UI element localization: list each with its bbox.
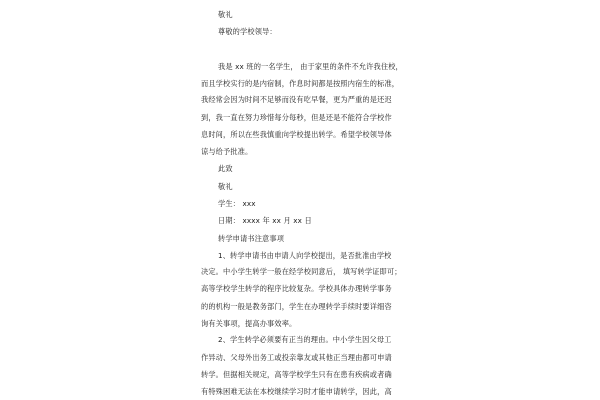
doc-line-3: 我是 xx 班的一名学生， 由于家里的条件不允许我住校，: [218, 61, 403, 71]
doc-line-18: 询有关事项，提高办事效率。: [201, 318, 297, 328]
doc-line-8: 谅与给予批准。: [201, 147, 253, 157]
doc-line-17: 的的机构一般是教务部门，学生在办理转学手续时要详细咨: [201, 301, 392, 311]
doc-line-7: 息时间，所以在些我慎重向学校提出转学。希望学校领导体: [201, 129, 392, 139]
doc-line-5: 我经常会因为时间不足够而没有吃早餐，更为严重的是还迟: [201, 95, 392, 105]
doc-line-20: 作异动、父母外出务工或投亲靠友或其他正当理由都可申请: [201, 352, 392, 362]
doc-line-21: 转学。但据相关规定，高等学校学生只有在患有疾病或者确: [201, 369, 392, 379]
doc-line-10: 敬礼: [218, 181, 233, 191]
doc-line-14: 1、转学申请书由申请人向学校提出，是否批准由学校: [218, 250, 392, 260]
doc-line-22: 有特殊困难无法在本校继续学习时才能申请转学，因此，高: [201, 387, 392, 396]
doc-line-1: 敬礼: [218, 10, 233, 19]
doc-line-13: 转学申请书注意事项: [218, 233, 285, 243]
doc-line-15: 决定。中小学生转学一般在经学校同意后， 填写转学证即可；: [201, 267, 402, 277]
doc-line-4: 而且学校实行的是内宿制，作息时间都是按照内宿生的标准，: [201, 79, 400, 88]
doc-line-9: 此致: [218, 164, 233, 174]
doc-line-6: 到，我一直在努力珍惜每分每秒，但是还是不能符合学校作: [201, 112, 392, 122]
doc-line-12: 日期： xxxx 年 xx 月 xx 日: [218, 216, 312, 226]
doc-line-11: 学生： xxx: [218, 199, 256, 208]
doc-line-2: 尊敬的学校领导：: [218, 27, 277, 37]
doc-line-16: 高等学校学生转学的程序比较复杂。学校具体办理转学事务: [201, 284, 392, 294]
doc-line-19: 2、学生转学必须要有正当的理由。中小学生因父母工: [218, 335, 392, 345]
